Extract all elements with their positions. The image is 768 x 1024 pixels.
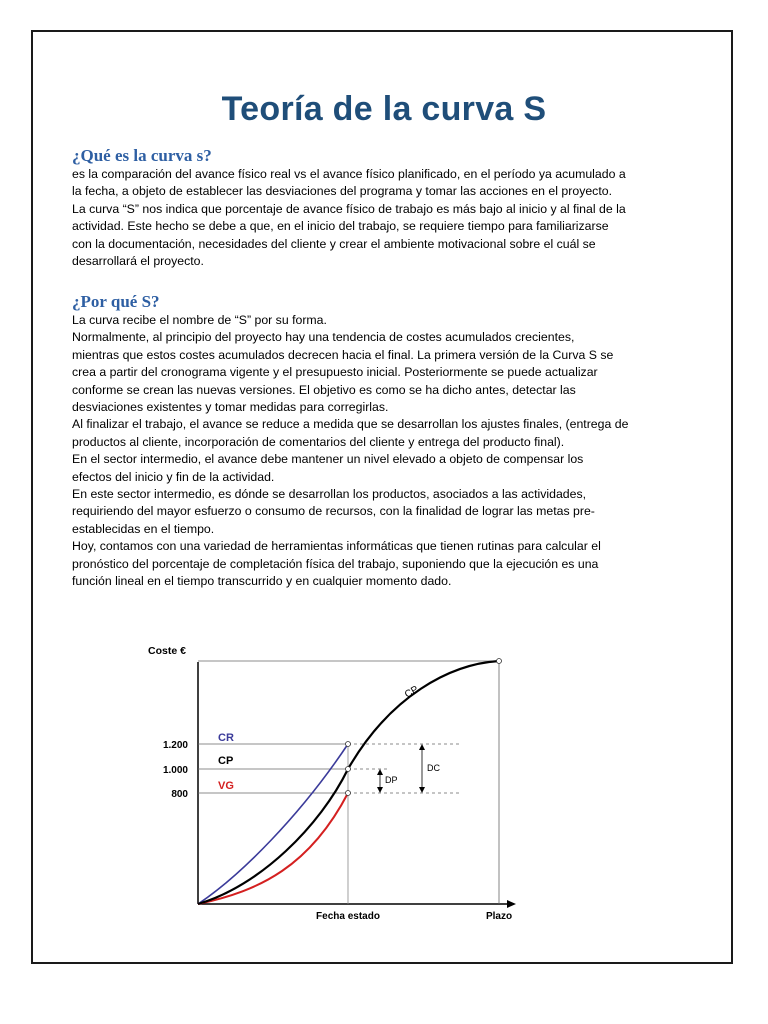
y-tick-1200: 1.200 [162,740,188,751]
section-heading-why-s: ¿Por qué S? [72,292,160,311]
marker-vg-status [346,791,351,796]
section-paragraph-why-s [72,312,702,591]
x-tick-plazo: Plazo [485,911,513,922]
dc-label: DC [427,763,440,773]
section-paragraph-what-is [72,166,702,270]
marker-cp-plazo [497,659,502,664]
paragraph-line: efectos del inicio y fin de la actividad. [72,469,275,484]
paragraph-line: establecidas en el tiempo. [72,521,215,536]
paragraph-line: mientras que estos costes acumulados decrecen hacia el final. La primera versión de la Curva S se [72,347,614,362]
dp-arrow-top [377,769,383,775]
paragraph-line: En este sector intermedio, es dónde se desarrollan los productos, asociados a las actividades, [72,487,587,502]
section-heading-what-is: ¿Qué es la curva s? [72,146,212,165]
s-curve-chart [140,636,530,936]
paragraph-line: crea a partir del cronograma vigente y el presupuesto inicial. Posteriormente se puede actualizar [72,365,598,380]
marker-cp-status [346,767,351,772]
paragraph-line: requiriendo del mayor esfuerzo o consumo de recursos, con la finalidad de lograr las metas pre- [72,504,595,519]
page-title: Teoría de la curva S [221,90,547,128]
x-tick-fecha-estado: Fecha estado [316,911,380,922]
marker-cr-status [346,742,351,747]
paragraph-line: conforme se crean las nuevas versiones. El objetivo es como se ha dicho antes, detectar las [72,382,576,397]
paragraph-line: En el sector intermedio, el avance debe mantener un nivel elevado a objeto de compensar los [72,452,584,467]
dc-arrow-top [419,744,425,750]
paragraph-line: actividad. Este hecho se debe a que, en el inicio del trabajo, se requiere tiempo para familiarizarse [72,219,609,234]
paragraph-line: función lineal en el tiempo transcurrido y en cualquier momento dado. [72,574,452,589]
paragraph-line: desarrollará el proyecto. [72,254,204,269]
legend-cp: CP [218,755,234,767]
paragraph-line: con la documentación, necesidades del cliente y crear el ambiente motivacional sobre el cuál se [72,236,596,251]
paragraph-line: Hoy, contamos con una variedad de herramientas informáticas que tienen rutinas para calcular el [72,539,601,554]
paragraph-line: productos al cliente, incorporación de comentarios del cliente y entrega del producto final). [72,434,565,449]
dc-arrow-bottom [419,787,425,793]
paragraph-line: Normalmente, al principio del proyecto hay una tendencia de costes acumulados crecientes, [72,330,575,345]
paragraph-line: Al finalizar el trabajo, el avance se reduce a medida que se desarrollan los ajustes finales, (entrega de [72,417,629,432]
legend-cr: CR [218,732,234,744]
legend-vg: VG [218,780,234,792]
paragraph-line: desviaciones existentes y tomar medidas para corregirlas. [72,400,389,415]
x-axis-arrow [507,900,516,908]
dp-arrow-bottom [377,787,383,793]
cp-curve-label: CP [403,684,421,701]
y-axis-label: Coste € [148,645,186,657]
y-tick-1000: 1.000 [162,765,188,776]
paragraph-line: La curva recibe el nombre de “S” por su forma. [72,313,327,327]
series-cr-line [198,744,348,904]
paragraph-line: La curva “S” nos indica que porcentaje de avance físico de trabajo es más bajo al inicio y al final de la [72,201,626,216]
paragraph-line: la fecha, a objeto de establecer las desviaciones del programa y tomar las acciones en el proyecto. [72,184,613,199]
y-tick-800: 800 [171,789,188,800]
dp-label: DP [385,775,398,785]
paragraph-line: pronóstico del porcentaje de completación física del trabajo, suponiendo que la ejecución es una [72,556,599,571]
paragraph-line: es la comparación del avance físico real vs el avance físico planificado, en el período ya acumulado a [72,167,626,181]
